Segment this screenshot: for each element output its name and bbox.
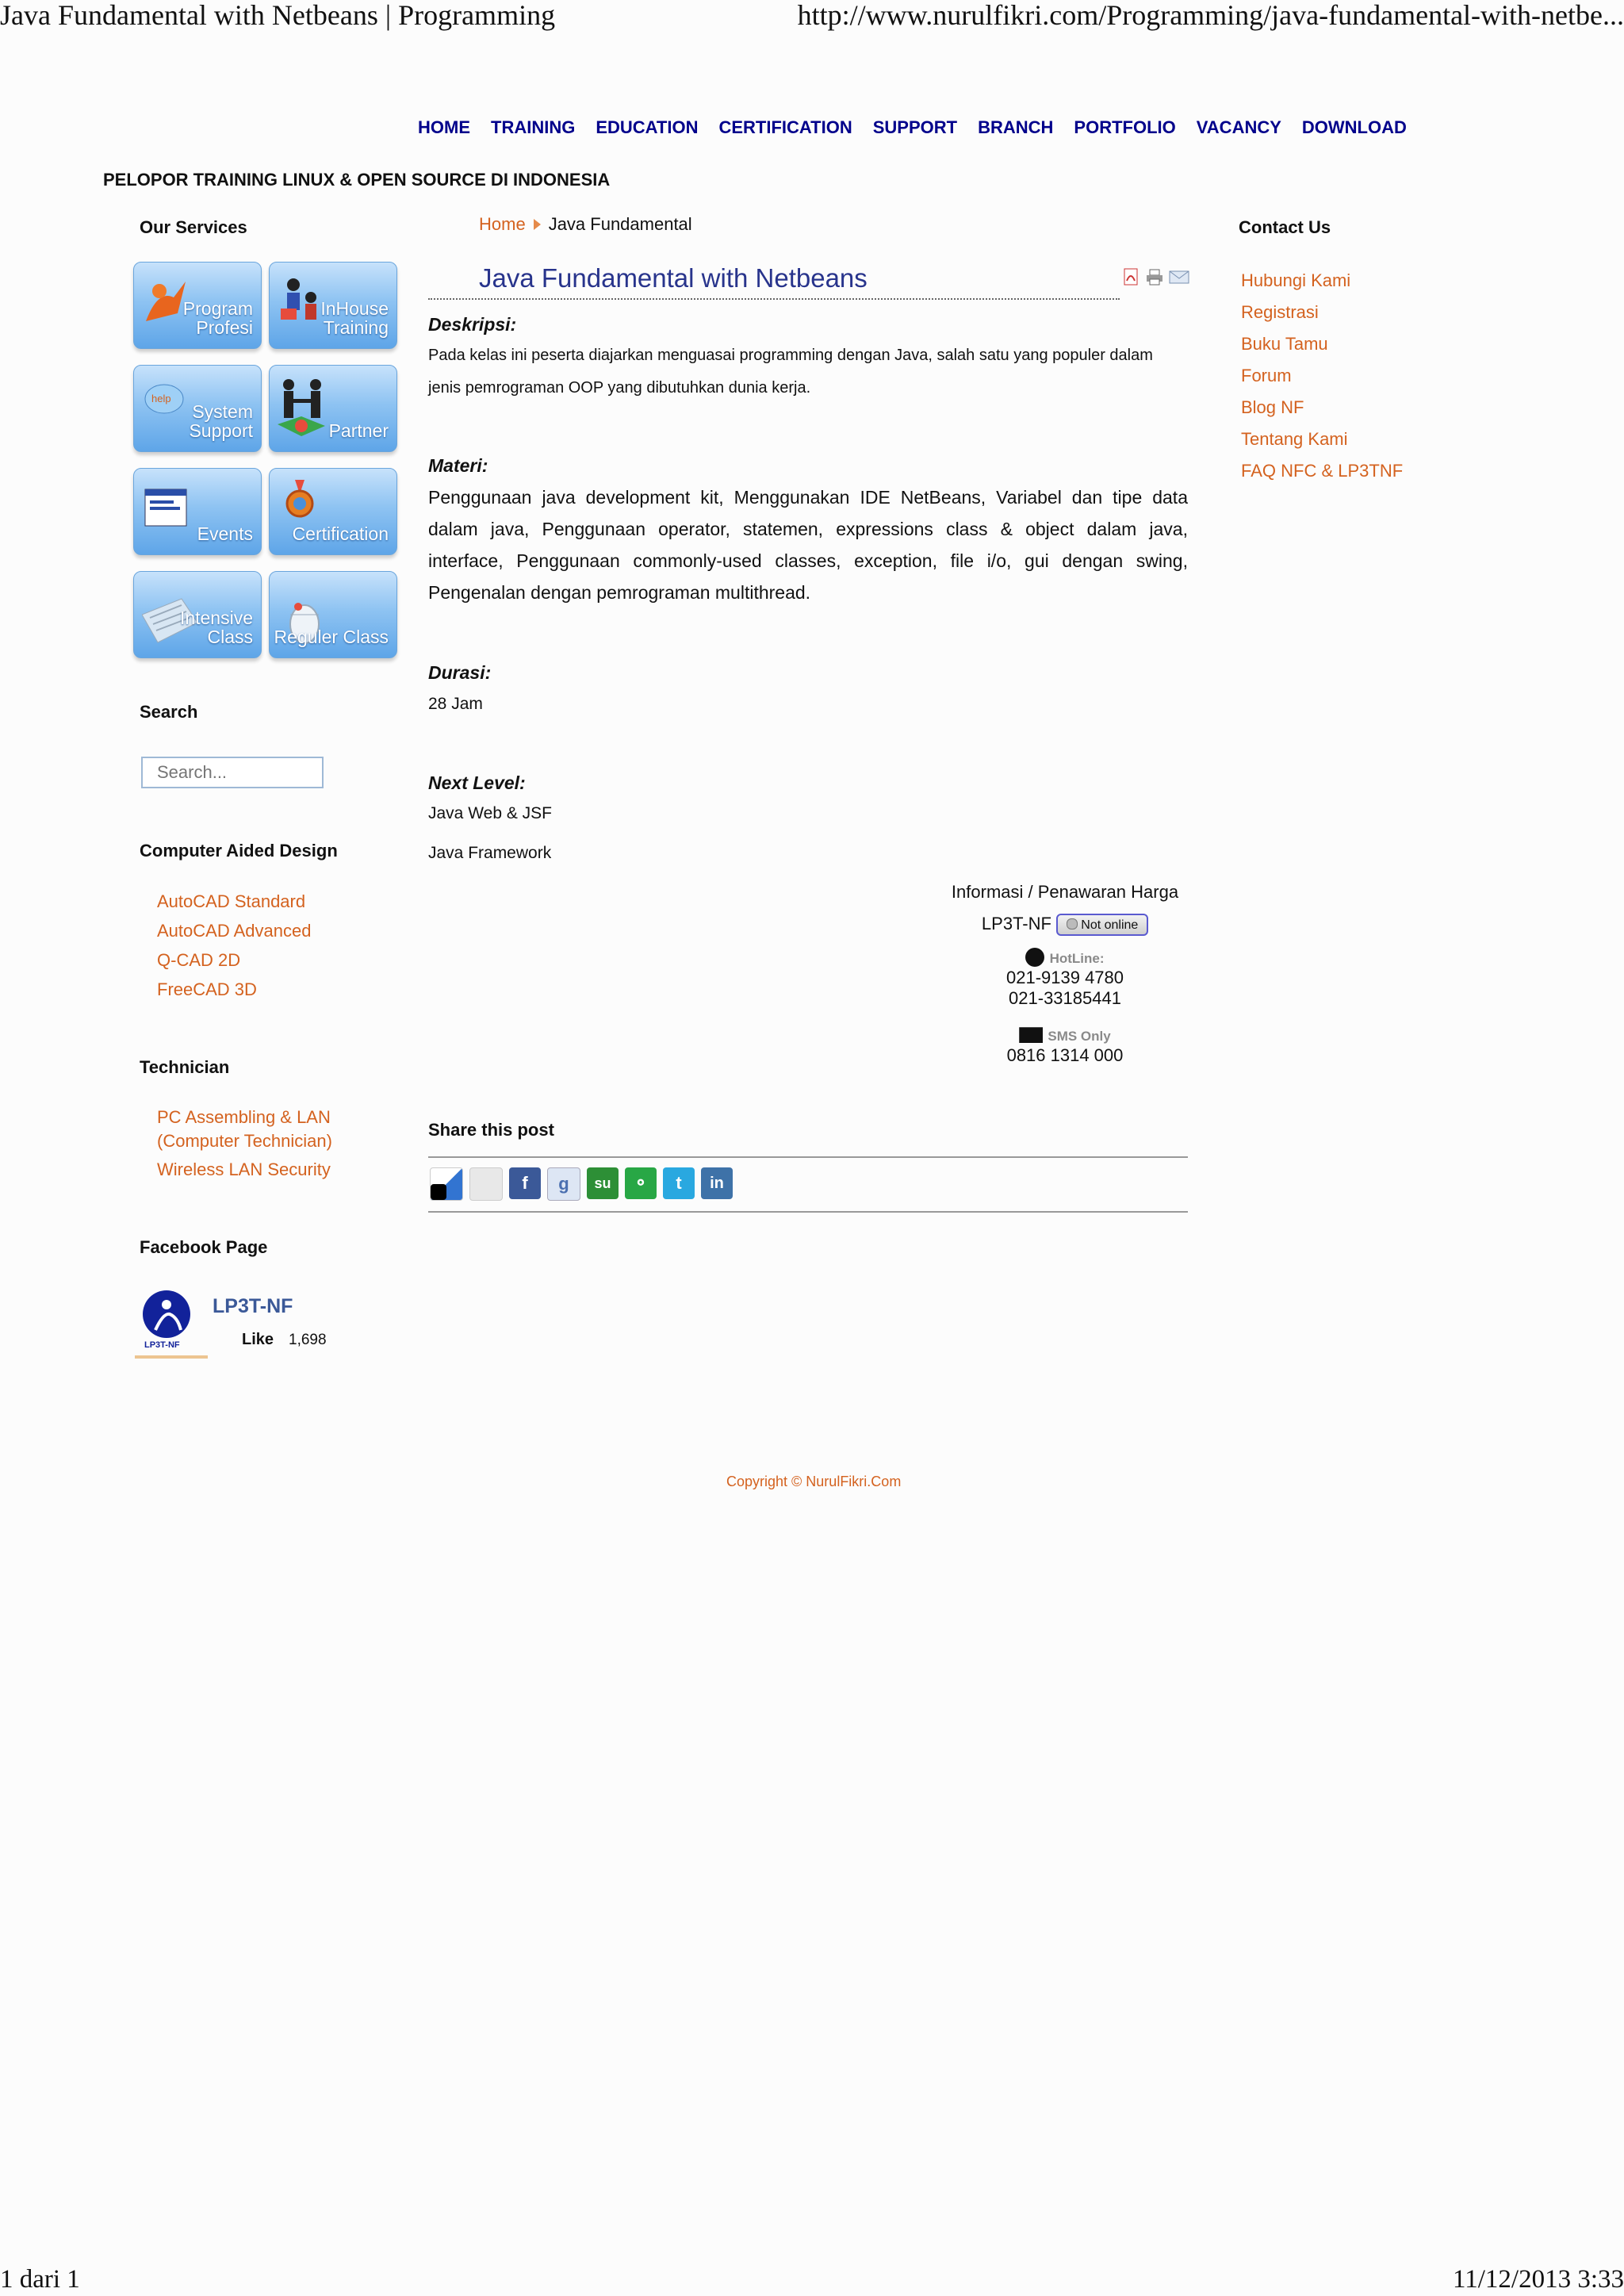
facebook-heading: Facebook Page — [140, 1237, 268, 1257]
svg-text:help: help — [151, 393, 171, 404]
pricing-info-title: Informasi / Penawaran Harga — [951, 882, 1179, 902]
nav-vacancy[interactable]: VACANCY — [1196, 117, 1281, 137]
service-label: InHouse Training — [320, 298, 389, 338]
materi-heading: Materi: — [428, 455, 488, 476]
sms-envelope-icon — [1019, 1027, 1043, 1043]
durasi-text: 28 Jam — [428, 695, 483, 713]
breadcrumb — [479, 214, 692, 235]
status-circle-icon — [1067, 918, 1078, 930]
online-status-badge[interactable]: Not online — [1056, 914, 1148, 936]
technician-heading: Technician — [140, 1057, 230, 1077]
service-reguler-class[interactable] — [269, 571, 397, 658]
top-navigation — [418, 117, 1407, 138]
svg-text:LP3T-NF: LP3T-NF — [144, 1340, 180, 1350]
hotline-phone-icon — [1025, 948, 1044, 967]
service-label: Intensive Class — [179, 608, 253, 647]
article-title: Java Fundamental with Netbeans — [479, 263, 868, 293]
service-program-profesi[interactable] — [133, 262, 262, 349]
breadcrumb-current: Java Fundamental — [548, 214, 692, 234]
contact-link-buku-tamu[interactable]: Buku Tamu — [1241, 334, 1328, 354]
cad-heading: Computer Aided Design — [140, 841, 338, 861]
facebook-icon[interactable]: f — [509, 1167, 541, 1199]
service-inhouse-training[interactable] — [269, 262, 397, 349]
facebook-like-button[interactable]: Like — [242, 1331, 274, 1348]
contact-link-faq[interactable]: FAQ NFC & LP3TNF — [1241, 461, 1404, 481]
contact-heading: Contact Us — [1239, 217, 1331, 237]
nav-education[interactable]: EDUCATION — [596, 117, 699, 137]
handshake-icon — [278, 377, 333, 440]
contact-list — [1241, 265, 1403, 487]
google-icon[interactable]: g — [547, 1167, 580, 1201]
cad-link-autocad-advanced[interactable]: AutoCAD Advanced — [157, 921, 312, 941]
cad-link-qcad-2d[interactable]: Q-CAD 2D — [157, 950, 241, 970]
deskripsi-heading: Deskripsi: — [428, 314, 517, 335]
materi-text: Penggunaan java development kit, Menggunakan IDE NetBeans, Variabel dan tipe data dalam java, Penggunaan operator, statemen, expressions class & object dalam java, interface, Penggunaan commonly-used classes, exception, file i/o, gui dengan swing, Pengenalan dengan pemrograman multithread. — [428, 487, 1188, 603]
email-icon[interactable] — [1169, 268, 1188, 286]
service-label: Events — [197, 523, 253, 544]
twitter-icon[interactable]: t — [663, 1167, 695, 1199]
next-level-item: Java Framework — [428, 844, 552, 862]
service-events[interactable] — [133, 468, 262, 555]
share-icons — [430, 1167, 733, 1201]
contact-link-forum[interactable]: Forum — [1241, 366, 1292, 385]
article-tools — [1121, 268, 1188, 286]
service-intensive-class[interactable] — [133, 571, 262, 658]
cad-link-freecad-3d[interactable]: FreeCAD 3D — [157, 979, 257, 999]
deskripsi-text: Pada kelas ini peserta diajarkan menguasai programming dengan Java, salah satu yang populer dalam jenis pemrograman OOP yang dibutuhkan dunia kerja. — [428, 347, 1153, 397]
delicious-icon[interactable] — [430, 1167, 463, 1201]
cad-list — [157, 887, 311, 1004]
service-certification[interactable] — [269, 468, 397, 555]
facebook-like-count: 1,698 — [289, 1332, 327, 1348]
hotline-label: HotLine: — [1049, 951, 1105, 967]
nav-branch[interactable]: BRANCH — [978, 117, 1054, 137]
hotline-phone-1: 021-9139 4780 — [1005, 968, 1124, 988]
cad-link-autocad-standard[interactable]: AutoCAD Standard — [157, 891, 306, 911]
nav-home[interactable]: HOME — [418, 117, 470, 137]
print-footer-datetime: 11/12/2013 3:33 — [1452, 2265, 1624, 2294]
nav-support[interactable]: SUPPORT — [872, 117, 958, 137]
print-header-url: http://www.nurulfikri.com/Programming/java-fundamental-with-netbe... — [797, 0, 1624, 31]
nav-portfolio[interactable]: PORTFOLIO — [1074, 117, 1176, 137]
service-label: Reguler Class — [274, 627, 389, 647]
contact-link-hubungi-kami[interactable]: Hubungi Kami — [1241, 270, 1351, 290]
technorati-icon[interactable]: ⚬ — [625, 1167, 657, 1199]
services-heading: Our Services — [140, 217, 247, 237]
site-tagline: PELOPOR TRAINING LINUX & OPEN SOURCE DI INDONESIA — [103, 170, 611, 190]
lp3t-nf-logo — [135, 1289, 208, 1364]
services-grid — [133, 262, 396, 658]
stumbleupon-icon[interactable]: su — [587, 1167, 619, 1199]
next-level-item: Java Web & JSF — [428, 804, 553, 822]
service-label: System Support — [189, 401, 253, 441]
nav-training[interactable]: TRAINING — [491, 117, 576, 137]
search-heading: Search — [140, 702, 198, 722]
breadcrumb-home[interactable]: Home — [479, 214, 526, 234]
copyright: Copyright © NurulFikri.Com — [726, 1474, 902, 1489]
technician-link-wireless[interactable]: Wireless LAN Security — [157, 1159, 331, 1179]
print-icon[interactable] — [1145, 268, 1164, 286]
contact-link-registrasi[interactable]: Registrasi — [1241, 302, 1319, 322]
title-divider — [428, 298, 1120, 300]
technician-link-pc-assembling[interactable]: PC Assembling & LAN (Computer Technician) — [157, 1107, 332, 1151]
facebook-page-name[interactable]: LP3T-NF — [213, 1295, 293, 1317]
service-system-support[interactable] — [133, 365, 262, 452]
pricing-info — [950, 882, 1180, 1066]
service-partner[interactable] — [269, 365, 397, 452]
search-input[interactable] — [141, 757, 324, 788]
nav-certification[interactable]: CERTIFICATION — [718, 117, 852, 137]
hotline-phone-2: 021-33185441 — [1009, 988, 1121, 1009]
pdf-icon[interactable] — [1121, 268, 1140, 286]
print-header-title: Java Fundamental with Netbeans | Programming — [0, 0, 556, 31]
service-label: Partner — [328, 420, 389, 441]
technician-list — [157, 1106, 355, 1182]
service-label: Program Profesi — [182, 298, 253, 338]
service-label: Certification — [292, 523, 389, 544]
share-heading: Share this post — [428, 1120, 554, 1140]
print-footer-page: 1 dari 1 — [0, 2265, 80, 2294]
linkedin-icon[interactable]: in — [701, 1167, 733, 1199]
messenger-contact-name: LP3T-NF — [981, 914, 1051, 933]
durasi-heading: Durasi: — [428, 662, 492, 683]
digg-icon[interactable] — [469, 1167, 503, 1201]
contact-link-blog-nf[interactable]: Blog NF — [1241, 397, 1304, 417]
share-divider — [428, 1211, 1188, 1213]
contact-link-tentang-kami[interactable]: Tentang Kami — [1241, 429, 1348, 449]
next-level-heading: Next Level: — [428, 772, 526, 793]
calendar-window-icon — [142, 480, 190, 535]
nav-download[interactable]: DOWNLOAD — [1301, 117, 1407, 137]
sms-label: SMS Only — [1048, 1029, 1111, 1045]
sms-number: 0816 1314 000 — [1006, 1045, 1124, 1066]
breadcrumb-arrow-icon — [534, 219, 541, 230]
share-divider — [428, 1156, 1188, 1158]
